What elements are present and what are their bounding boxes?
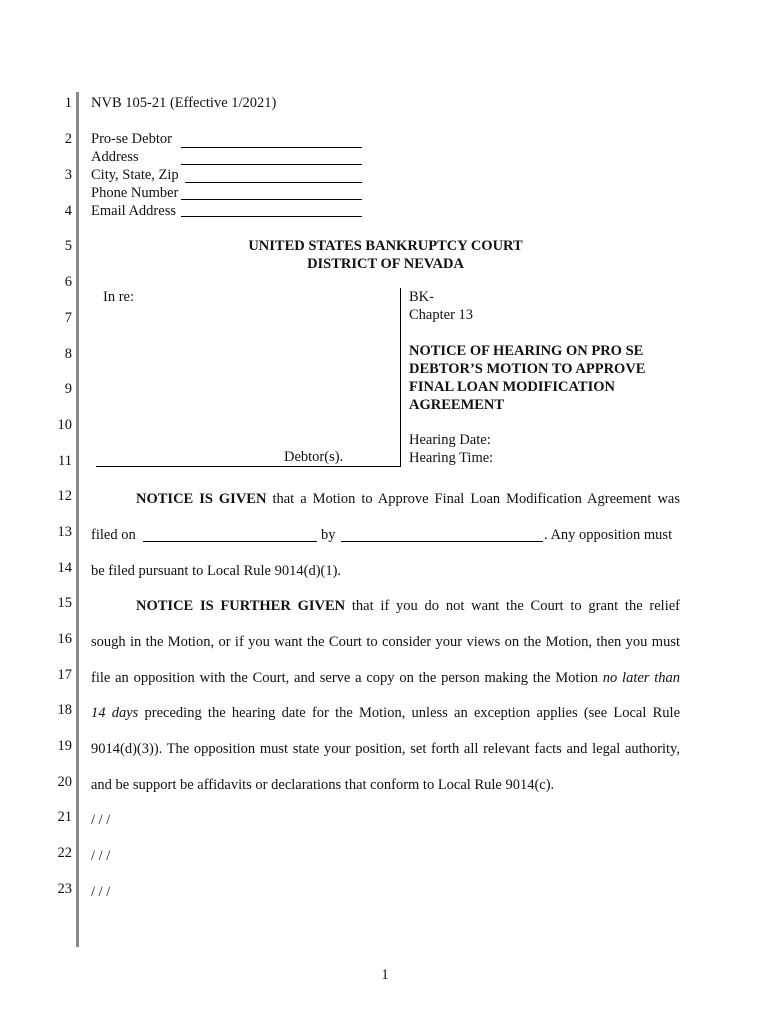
phone-number-field[interactable] [181, 199, 362, 200]
margin-rule [76, 92, 79, 947]
filed-by-field[interactable] [341, 541, 543, 542]
line-number: 15 [57, 595, 72, 611]
pro-se-debtor-field[interactable] [181, 147, 362, 148]
line-number: 18 [57, 702, 72, 718]
paragraph-text: that a Motion to Approve Final Loan Modification Agreement was [272, 491, 680, 507]
address-label: Address [91, 149, 139, 165]
paragraph-1-line-1 [91, 491, 680, 508]
line-number: 5 [64, 238, 72, 254]
debtor-label: Debtor(s). [284, 449, 344, 465]
paragraph-2-line-3 [91, 670, 680, 687]
paragraph-text: file an opposition with the Court, and serve a copy on the person making the Motion [91, 670, 598, 686]
line-number: 9 [64, 381, 72, 397]
paragraph-2-line-1 [91, 598, 680, 615]
line-number: 14 [57, 560, 72, 576]
line-number: 22 [57, 845, 72, 861]
paragraph-text: be filed pursuant to Local Rule 9014(d)(1). [91, 563, 342, 579]
notice-further-given-heading: NOTICE IS FURTHER GIVEN [136, 598, 346, 614]
caption-divider [400, 288, 402, 467]
document-title-line: AGREEMENT [409, 397, 505, 413]
line-number: 16 [57, 631, 72, 647]
continuation-slashes: / / / [91, 884, 111, 900]
by-label: by [321, 527, 336, 543]
line-number: 7 [64, 310, 72, 326]
line-number: 13 [57, 524, 72, 540]
debtor-underline [96, 466, 400, 467]
paragraph-text: and be support be affidavits or declarations that conform to Local Rule 9014(c). [91, 777, 555, 793]
document-title-line: NOTICE OF HEARING ON PRO SE [409, 343, 644, 359]
emphasis-text: no later than [602, 670, 681, 686]
document-title-line: DEBTOR’S MOTION TO APPROVE [409, 361, 646, 377]
line-number: 23 [57, 881, 72, 897]
court-district: DISTRICT OF NEVADA [307, 256, 464, 272]
line-number: 3 [64, 167, 72, 183]
city-state-zip-label: City, State, Zip [91, 167, 179, 183]
paragraph-text: . Any opposition must [544, 527, 673, 543]
line-number: 12 [57, 488, 72, 504]
hearing-time-label: Hearing Time: [409, 450, 494, 466]
form-id: NVB 105-21 (Effective 1/2021) [91, 95, 277, 111]
phone-number-label: Phone Number [91, 185, 179, 201]
pro-se-debtor-label: Pro-se Debtor [91, 131, 172, 147]
paragraph-2-line-4 [91, 705, 680, 722]
line-number: 19 [57, 738, 72, 754]
paragraph-text: that if you do not want the Court to grant the relief [351, 598, 680, 614]
court-name: UNITED STATES BANKRUPTCY COURT [248, 238, 523, 254]
address-field[interactable] [181, 164, 362, 165]
notice-given-heading: NOTICE IS GIVEN [136, 491, 267, 507]
line-number: 10 [57, 417, 72, 433]
page-number: 1 [381, 967, 389, 983]
emphasis-text: 14 days [91, 705, 139, 721]
chapter-label: Chapter 13 [409, 307, 474, 323]
line-number: 20 [57, 774, 72, 790]
hearing-date-label: Hearing Date: [409, 432, 491, 448]
filed-on-date-field[interactable] [143, 541, 317, 542]
paragraph-text: 9014(d)(3)). The opposition must state your position, set forth all relevant facts and legal authority, [91, 741, 680, 757]
line-number: 2 [64, 131, 72, 147]
line-number: 21 [57, 809, 72, 825]
line-number: 6 [64, 274, 72, 290]
line-number: 11 [58, 453, 72, 469]
line-number: 4 [64, 203, 72, 219]
paragraph-text: sough in the Motion, or if you want the Court to consider your views on the Motion, then you must [91, 634, 680, 650]
email-address-label: Email Address [91, 203, 176, 219]
line-number: 8 [64, 346, 72, 362]
continuation-slashes: / / / [91, 848, 111, 864]
line-number: 17 [57, 667, 72, 683]
line-number: 1 [64, 95, 72, 111]
paragraph-text: preceding the hearing date for the Motion, unless an exception applies (see Local Rule [144, 705, 681, 721]
document-title-line: FINAL LOAN MODIFICATION [409, 379, 615, 395]
email-address-field[interactable] [181, 216, 362, 217]
filed-on-label: filed on [91, 527, 136, 543]
city-state-zip-field[interactable] [185, 182, 362, 183]
continuation-slashes: / / / [91, 812, 111, 828]
in-re-label: In re: [103, 289, 134, 305]
case-number: BK- [409, 289, 434, 305]
